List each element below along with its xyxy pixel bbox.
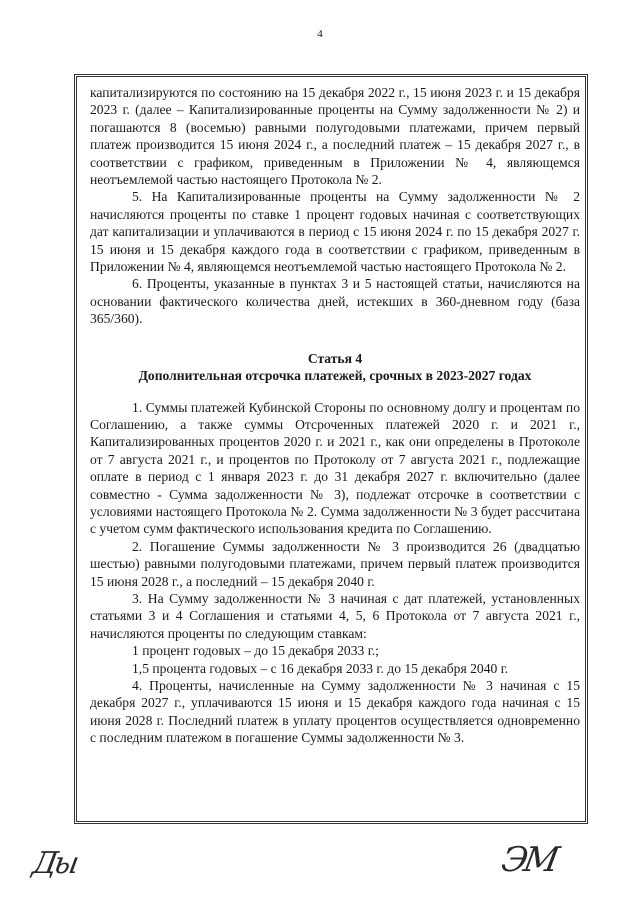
page-number: 4 [317, 28, 323, 40]
article-paragraph-4: 4. Проценты, начисленные на Сумму задолженности № 3 начиная с 15 декабря 2027 г., уплачиваются 15 июня и 15 декабря каждого года начиная с 15 июня 2028 г. Последний платеж в уплату процентов осуществляется одновременно с последним платежом в погашение Суммы задолженности № 3. [90, 678, 580, 746]
article-paragraph-3: 3. На Сумму задолженности № 3 начиная с дат платежей, установленных статьями 3 и 4 Соглашения и статьями 4, 5, 6 Протокола от 7 августа 2021 г., начисляются проценты по следующим ставкам: [90, 590, 580, 641]
paragraph-6: 6. Проценты, указанные в пунктах 3 и 5 настоящей статьи, начисляются на основании фактического количества дней, истекших в 360-дневном году (база 365/360). [90, 276, 580, 327]
article-paragraph-2: 2. Погашение Суммы задолженности № 3 производится 26 (двадцатью шестью) равными полугодовыми платежами, причем первый платеж производится 15 июня 2028 г., а последний – 15 декабря 2040 г. [90, 538, 580, 589]
article-title: Дополнительная отсрочка платежей, срочных в 2023-2027 годах [138, 368, 532, 384]
rate-item-1: 1 процент годовых – до 15 декабря 2033 г.; [132, 643, 379, 659]
signature-left: Ды [29, 846, 79, 881]
article-number: Статья 4 [307, 350, 363, 366]
paragraph-5: 5. На Капитализированные проценты на Сумму задолженности № 2 начисляются проценты по ставке 1 процент годовых начиная с соответствующих дат капитализации и уплачиваются в период с 15 июня 2024 г. по 15 декабря 2027 г. 15 июня и 15 декабря каждого года в соответствии с графиком, приведенным в Приложении № 4, являющемся неотъемлемой частью настоящего Протокола № 2. [90, 189, 580, 275]
signature-right: ЭМ [498, 840, 559, 880]
rate-item-2: 1,5 процента годовых – с 16 декабря 2033 г. до 15 декабря 2040 г. [132, 660, 509, 676]
document-body [90, 84, 580, 747]
article-paragraph-1: 1. Суммы платежей Кубинской Стороны по основному долгу и процентам по Соглашению, а также суммы Отсроченных платежей 2020 г. и 2021 г., Капитализированных процентов 2020 г. и 2021 г., как они определены в Протоколе от 7 августа 2021 г., и процентов по Протоколу от 7 августа 2021 г., подлежащие оплате в период с 1 января 2023 г. до 31 декабря 2027 г. включительно (далее совместно - Сумма задолженности № 3), подлежат отсрочке в соответствии с условиями настоящего Протокола № 2. Сумма задолженности № 3 будет рассчитана с учетом сумм фактического использования кредита по Соглашению. [90, 399, 580, 537]
paragraph-continuation: капитализируются по состоянию на 15 декабря 2022 г., 15 июня 2023 г. и 15 декабря 2023 г. (далее – Капитализированные проценты на Сумму задолженности № 2) и погашаются 8 (восемью) равными полугодовыми платежами, причем первый платеж производится 15 июня 2024 г., а последний платеж – 15 декабря 2027 г., в соответствии с графиком, приведенным в Приложении № 4, являющемся неотъемлемой частью настоящего Протокола № 2. [90, 85, 580, 188]
